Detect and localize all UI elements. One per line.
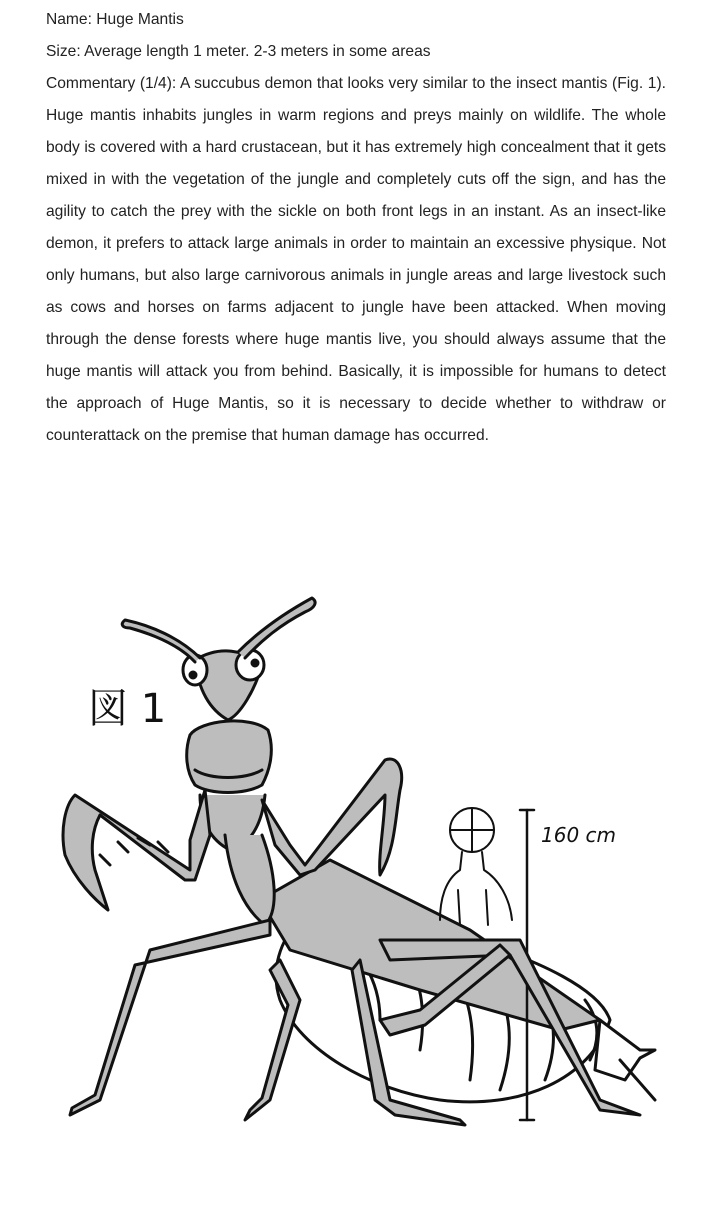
mantis-left-hindleg <box>245 960 300 1120</box>
figure-label: 図 1 <box>88 686 167 732</box>
mantis-antenna-right <box>238 598 315 658</box>
scale-label: 160 cm <box>541 823 617 847</box>
mantis-right-foreleg <box>262 759 402 875</box>
size-line: Size: Average length 1 meter. 2-3 meters in some areas <box>46 43 431 60</box>
mantis-figure <box>0 580 709 1140</box>
name-line: Name: Huge Mantis <box>46 11 184 28</box>
commentary-paragraph: Commentary (1/4): A succubus demon that looks very similar to the insect mantis (Fig. 1). Huge mantis inhabits jungles in warm regions and preys mainly on wildlife. The whole body is covered with a hard crustacean, but it has extremely high concealment that it gets mixed in with the vegetation of the jungle and completely cuts off the sign, and has the agility to catch the prey with the sickle on both front legs in an instant. As an insect-like demon, it prefers to attack large animals in order to maintain an excessive physique. Not only humans, but also large carnivorous animals in jungle areas and large livestock such as cows and horses on farms adjacent to jungle have been attacked. When moving through the dense forests where huge mantis live, you should always assume that the huge mantis will attack you from behind. Basically, it is impossible for humans to detect the approach of Huge Mantis, so it is necessary to decide whether to withdraw or counterattack on the premise that human damage has occurred. <box>46 75 666 444</box>
mantis-antenna-left <box>122 620 200 662</box>
article-text <box>46 4 666 452</box>
mantis-left-foreleg <box>63 790 210 910</box>
mantis-left-midleg <box>70 920 270 1115</box>
mantis-thorax <box>187 721 272 793</box>
mantis-drawing <box>0 580 709 1140</box>
human-silhouette <box>440 808 512 925</box>
